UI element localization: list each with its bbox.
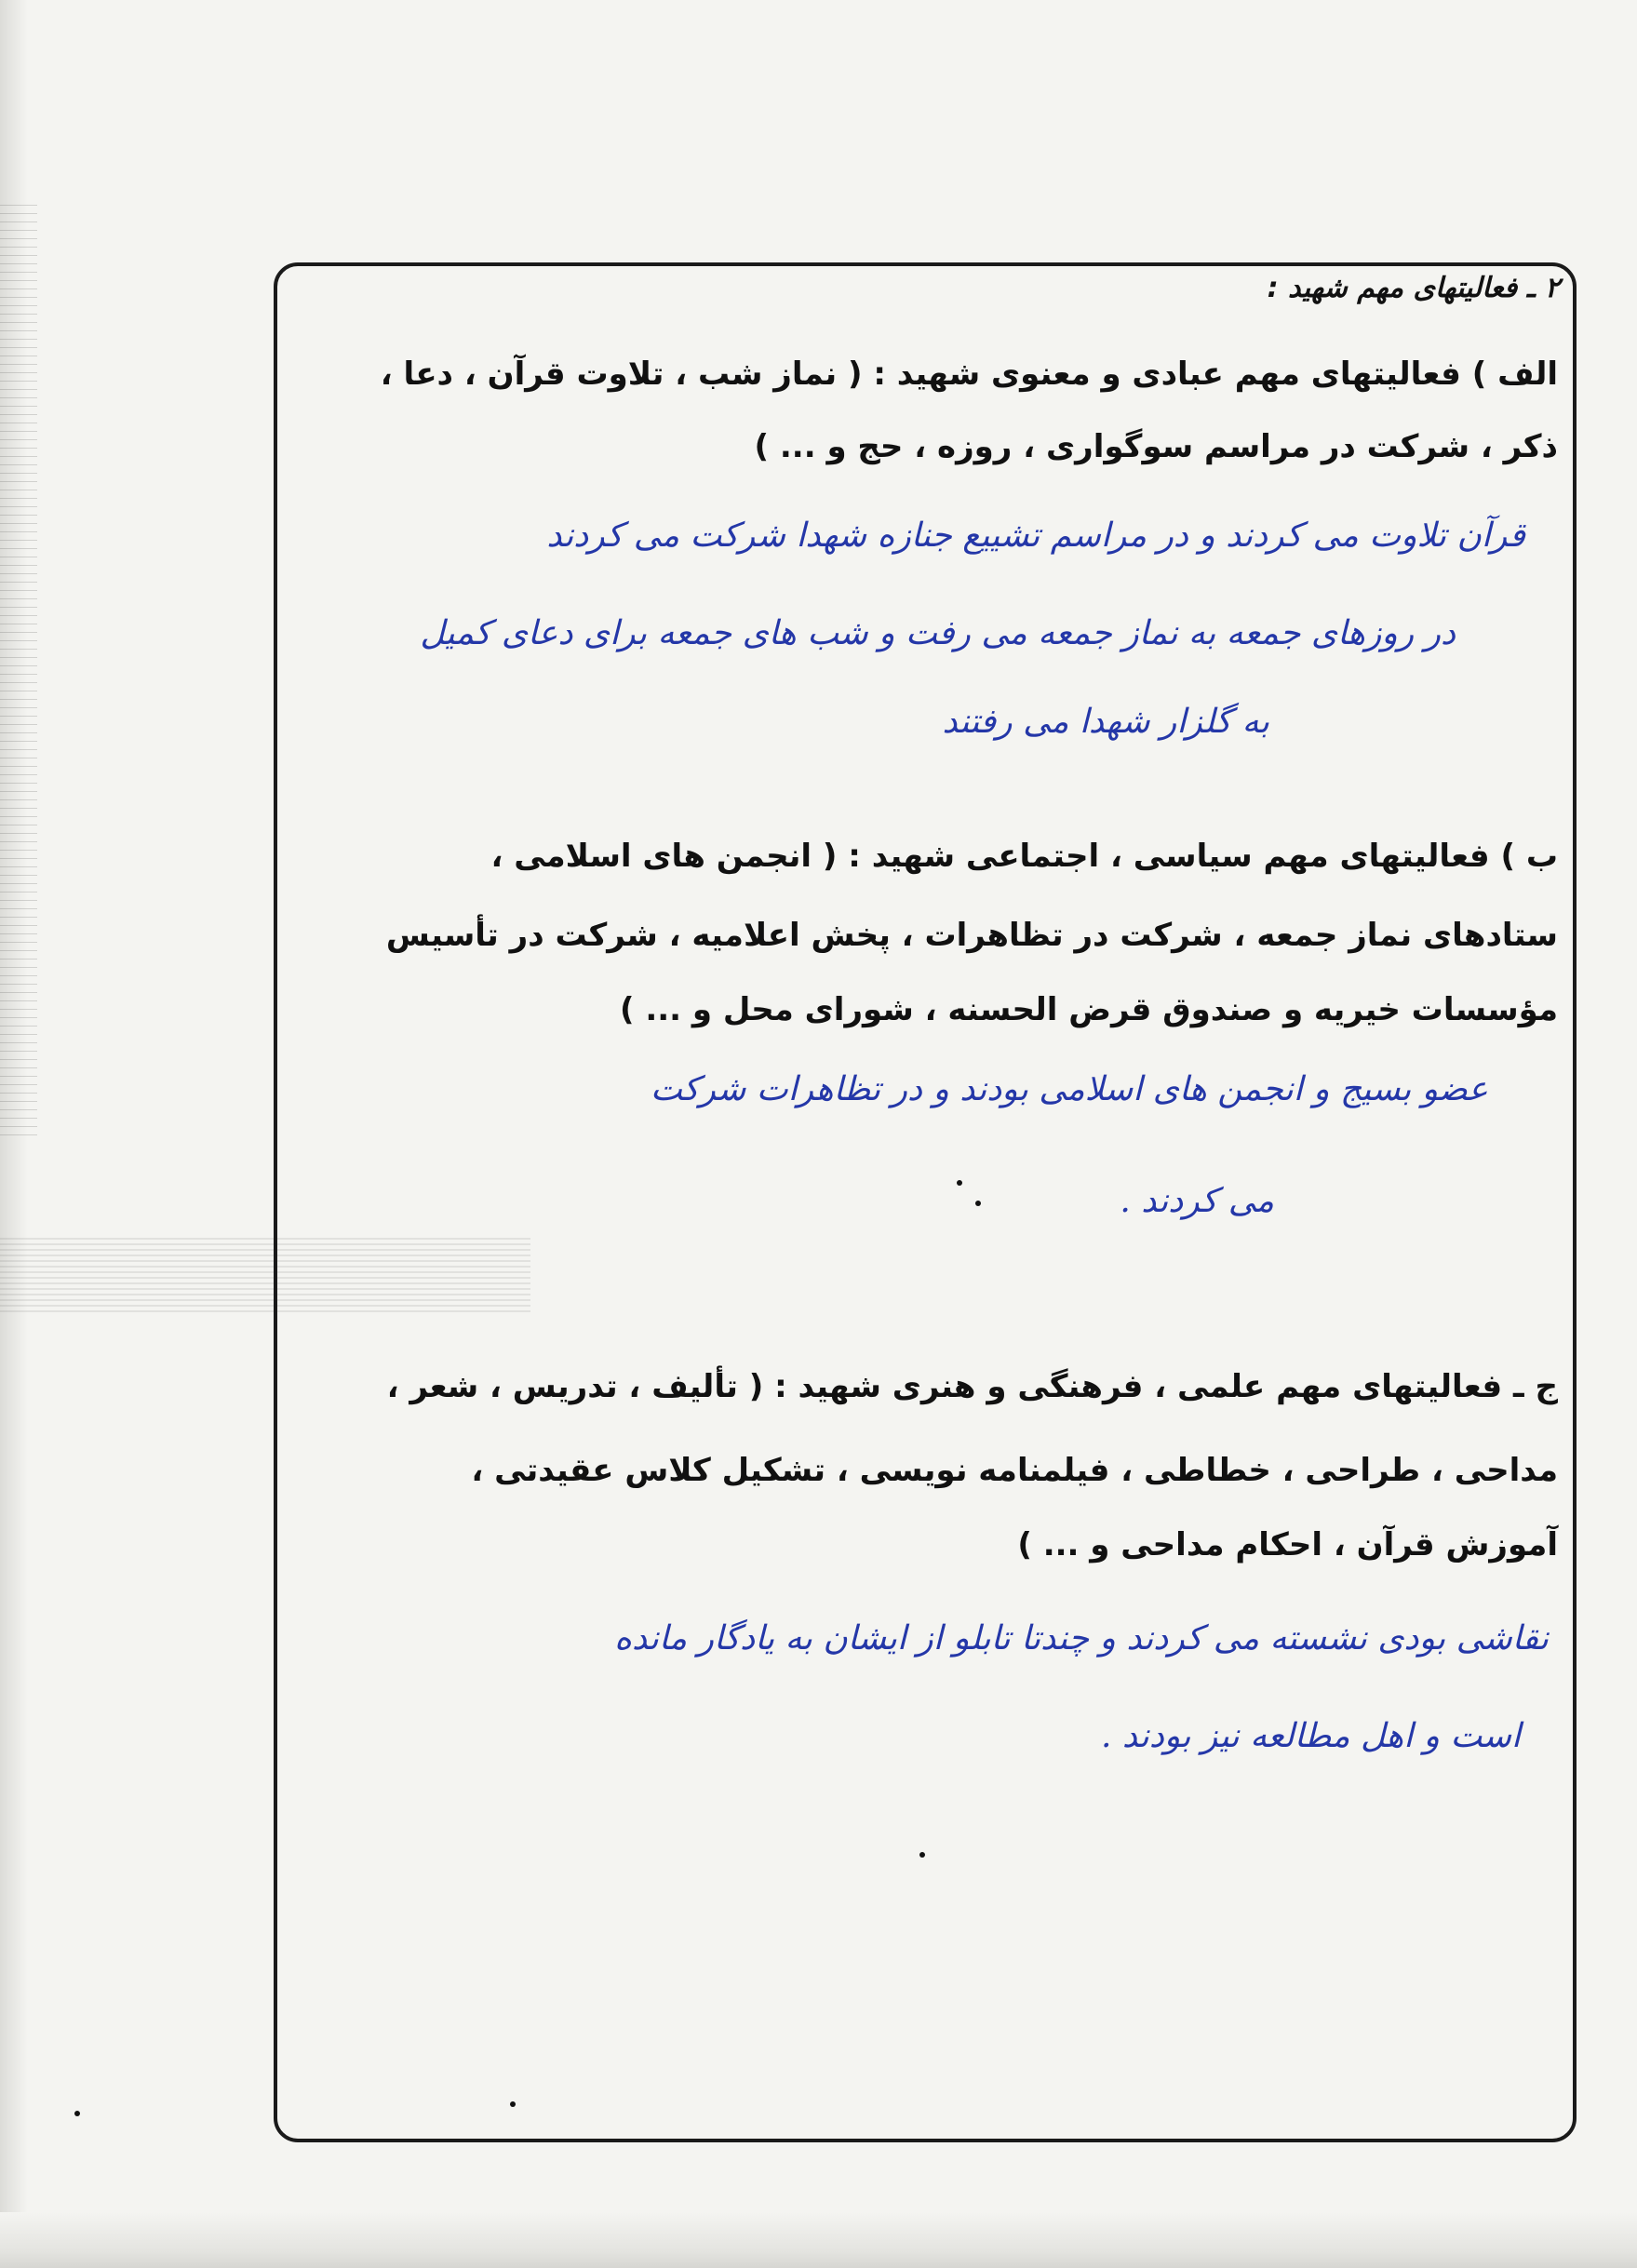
part-b-line-1: ب ) فعالیتهای مهم سیاسی ، اجتماعی شهید : ( انجمن های اسلامی ، xyxy=(490,838,1558,875)
stray-mark xyxy=(919,1852,925,1858)
part-c-answer-line-2: است و اهل مطالعه نیز بودند . xyxy=(1101,1717,1521,1755)
stray-mark xyxy=(957,1180,962,1186)
part-a-line-2: ذکر ، شرکت در مراسم سوگواری ، روزه ، حج و ... ) xyxy=(754,428,1558,465)
part-a-line-1: الف ) فعالیتهای مهم عبادی و معنوی شهید : ( نماز شب ، تلاوت قرآن ، دعا ، xyxy=(380,356,1558,393)
part-b-line-3: مؤسسات خیریه و صندوق قرض الحسنه ، شورای محل و ... ) xyxy=(619,991,1558,1028)
stray-mark xyxy=(74,2111,80,2116)
part-c-line-1: ج ـ فعالیتهای مهم علمی ، فرهنگی و هنری شهید : ( تألیف ، تدریس ، شعر ، xyxy=(386,1368,1558,1405)
part-c-line-2: مداحی ، طراحی ، خطاطی ، فیلمنامه نویسی ، تشکیل کلاس عقیدتی ، xyxy=(471,1452,1558,1489)
scan-edge-bottom xyxy=(0,2212,1637,2268)
part-b-answer-line-1: عضو بسیج و انجمن های اسلامی بودند و در تظاهرات شرکت xyxy=(650,1070,1488,1108)
part-b-answer-line-2: می کردند . xyxy=(1120,1182,1274,1220)
part-c-line-3: آموزش قرآن ، احکام مداحی و ... ) xyxy=(1017,1526,1558,1563)
part-c-answer-line-1: نقاشی بودی نشسته می کردند و چندتا تابلو از ایشان به یادگار مانده xyxy=(614,1619,1549,1657)
section-title: ۲ ـ فعالیتهای مهم شهید : xyxy=(1267,272,1560,304)
stray-mark xyxy=(510,2101,516,2107)
stray-mark xyxy=(975,1201,981,1206)
scan-noise-left xyxy=(0,205,37,1135)
part-a-answer-line-2: در روزهای جمعه به نماز جمعه می رفت و شب های جمعه برای دعای کمیل xyxy=(420,614,1456,652)
part-b-line-2: ستادهای نماز جمعه ، شرکت در تظاهرات ، پخش اعلامیه ، شرکت در تأسیس xyxy=(385,917,1558,954)
part-a-answer-line-3: به گلزار شهدا می رفتند xyxy=(942,703,1269,741)
part-a-answer-line-1: قرآن تلاوت می کردند و در مراسم تشییع جنازه شهدا شرکت می کردند xyxy=(546,517,1525,555)
